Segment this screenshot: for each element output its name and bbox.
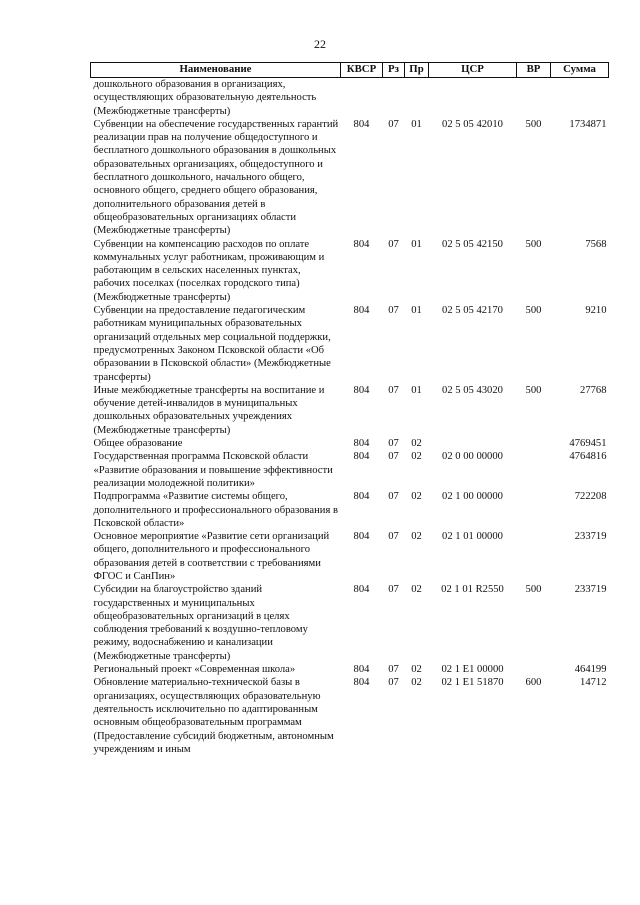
cell-kvsr: 804 xyxy=(353,118,370,130)
cell-vr: 600 xyxy=(525,677,542,689)
cell-name: Субсидии на благоустройство зданий государственных и муниципальных общеобразовательных организаций в целях соблюдения требований к воздушно-тепловому режиму, водоснабжению и канализации (Межбюджетные трансферты) xyxy=(93,584,308,662)
cell-sum: 4764816 xyxy=(569,451,607,463)
cell-name: Региональный проект «Современная школа» xyxy=(93,664,296,676)
cell-name: Иные межбюджетные трансферты на воспитание и обучение детей-инвалидов в муниципальных дошкольных образовательных учреждениях (Межбюджетные трансферты) xyxy=(93,384,325,436)
header-name: Наименование xyxy=(91,63,341,78)
cell-name: Общее образование xyxy=(93,438,183,450)
cell-vr: 500 xyxy=(525,118,542,130)
cell-name: Субвенции на компенсацию расходов по оплате коммунальных услуг работникам, проживающим и работающим в сельских населенных пунктах, рабочих поселках (поселках городского типа) (Межбюджетные трансферты) xyxy=(93,238,325,303)
cell-pr: 01 xyxy=(411,238,422,250)
cell-name: Государственная программа Псковской области «Развитие образования и повышение эффективности реализации молодежной политики» xyxy=(93,451,333,489)
table-body xyxy=(91,78,609,757)
cell-sum xyxy=(551,78,609,118)
cell-rz xyxy=(383,78,405,118)
cell-sum: 1734871 xyxy=(569,118,607,130)
cell-pr: 02 xyxy=(411,531,422,543)
page-number: 22 xyxy=(314,37,326,51)
cell-csr: 02 1 01 00000 xyxy=(442,531,503,543)
cell-name: дошкольного образования в организациях, осуществляющих образовательную деятельность (Межбюджетные трансферты) xyxy=(93,79,317,117)
header-sum: Сумма xyxy=(551,63,609,78)
cell-pr: 02 xyxy=(411,451,422,463)
table-row xyxy=(91,530,609,583)
cell-kvsr: 804 xyxy=(353,677,370,689)
table-row xyxy=(91,437,609,450)
cell-csr xyxy=(429,78,517,118)
cell-kvsr: 804 xyxy=(353,491,370,503)
table-row xyxy=(91,238,609,304)
cell-pr: 02 xyxy=(411,438,422,450)
cell-kvsr: 804 xyxy=(353,451,370,463)
cell-rz: 07 xyxy=(388,491,399,503)
cell-rz: 07 xyxy=(388,305,399,317)
cell-sum: 7568 xyxy=(585,238,607,250)
table-header xyxy=(91,63,609,78)
cell-vr: 500 xyxy=(525,305,542,317)
cell-rz: 07 xyxy=(388,451,399,463)
table-row xyxy=(91,490,609,530)
cell-kvsr: 804 xyxy=(353,238,370,250)
cell-csr xyxy=(429,437,517,450)
cell-pr: 02 xyxy=(411,664,422,676)
cell-pr xyxy=(405,78,429,118)
cell-csr: 02 1 E1 00000 xyxy=(441,664,504,676)
cell-vr: 500 xyxy=(525,584,542,596)
cell-name: Основное мероприятие «Развитие сети организаций общего, дополнительного и профессионального образования детей в соответствии с требованиями ФГОС и СанПин» xyxy=(93,531,330,582)
header-vr: ВР xyxy=(517,63,551,78)
table-row xyxy=(91,676,609,756)
table-row xyxy=(91,450,609,490)
cell-csr: 02 5 05 43020 xyxy=(442,384,503,396)
cell-rz: 07 xyxy=(388,664,399,676)
header-rz: Рз xyxy=(383,63,405,78)
cell-csr: 02 0 00 00000 xyxy=(442,451,503,463)
cell-vr xyxy=(517,663,551,676)
cell-sum: 722208 xyxy=(574,491,607,503)
cell-csr: 02 5 05 42150 xyxy=(442,238,503,250)
cell-vr xyxy=(517,530,551,583)
cell-pr: 01 xyxy=(411,384,422,396)
cell-vr xyxy=(517,450,551,490)
cell-vr: 500 xyxy=(525,238,542,250)
header-pr: Пр xyxy=(405,63,429,78)
header-csr: ЦСР xyxy=(429,63,517,78)
cell-kvsr xyxy=(341,78,383,118)
cell-pr: 01 xyxy=(411,305,422,317)
cell-kvsr: 804 xyxy=(353,438,370,450)
cell-sum: 14712 xyxy=(580,677,607,689)
table-row xyxy=(91,118,609,238)
cell-csr: 02 5 05 42010 xyxy=(442,118,503,130)
cell-sum: 464199 xyxy=(574,664,607,676)
cell-csr: 02 5 05 42170 xyxy=(442,305,503,317)
cell-sum: 4769451 xyxy=(569,438,607,450)
budget-table xyxy=(90,62,609,756)
cell-rz: 07 xyxy=(388,384,399,396)
cell-vr xyxy=(517,78,551,118)
cell-sum: 233719 xyxy=(574,584,607,596)
table-row xyxy=(91,304,609,384)
cell-name: Субвенции на обеспечение государственных гарантий реализации прав на получение общедоступного и бесплатного дошкольного образования в дошкольных образовательных организациях, общедоступного и бесплатного дошкольного, начального общего, основного общего, среднего общего образования, дополнительного образования детей в общеобразовательных организациях области (Межбюджетные трансферты) xyxy=(93,118,339,237)
cell-rz: 07 xyxy=(388,238,399,250)
cell-kvsr: 804 xyxy=(353,664,370,676)
cell-csr: 02 1 E1 51870 xyxy=(441,677,504,689)
cell-vr xyxy=(517,490,551,530)
cell-name: Подпрограмма «Развитие системы общего, дополнительного и профессионального образования в Псковской области» xyxy=(93,491,338,529)
cell-rz: 07 xyxy=(388,118,399,130)
cell-pr: 02 xyxy=(411,584,422,596)
cell-csr: 02 1 00 00000 xyxy=(442,491,503,503)
table-row xyxy=(91,663,609,676)
cell-sum: 27768 xyxy=(580,384,607,396)
cell-sum: 9210 xyxy=(585,305,607,317)
cell-csr: 02 1 01 R2550 xyxy=(441,584,504,596)
cell-kvsr: 804 xyxy=(353,531,370,543)
table-row xyxy=(91,384,609,437)
cell-kvsr: 804 xyxy=(353,305,370,317)
cell-name: Обновление материально-технической базы в организациях, осуществляющих образовательную деятельность исключительно по адаптированным основным общеобразовательным программам (Предоставление субсидий бюджетным, автономным учреждениям и иным xyxy=(93,677,334,755)
cell-pr: 02 xyxy=(411,491,422,503)
cell-sum: 233719 xyxy=(574,531,607,543)
cell-vr: 500 xyxy=(525,384,542,396)
cell-kvsr: 804 xyxy=(353,584,370,596)
cell-rz: 07 xyxy=(388,438,399,450)
cell-rz: 07 xyxy=(388,677,399,689)
cell-vr xyxy=(517,437,551,450)
table-row xyxy=(91,583,609,663)
cell-pr: 01 xyxy=(411,118,422,130)
cell-rz: 07 xyxy=(388,584,399,596)
cell-pr: 02 xyxy=(411,677,422,689)
table-row xyxy=(91,78,609,118)
cell-name: Субвенции на предоставление педагогическим работникам муниципальных образовательных организаций отдельных мер социальной поддержки, предусмотренных Законом Псковской области «Об образовании в Псковской области» (Межбюджетные трансферты) xyxy=(93,305,331,383)
header-kvsr: КВСР xyxy=(341,63,383,78)
cell-rz: 07 xyxy=(388,531,399,543)
cell-kvsr: 804 xyxy=(353,384,370,396)
